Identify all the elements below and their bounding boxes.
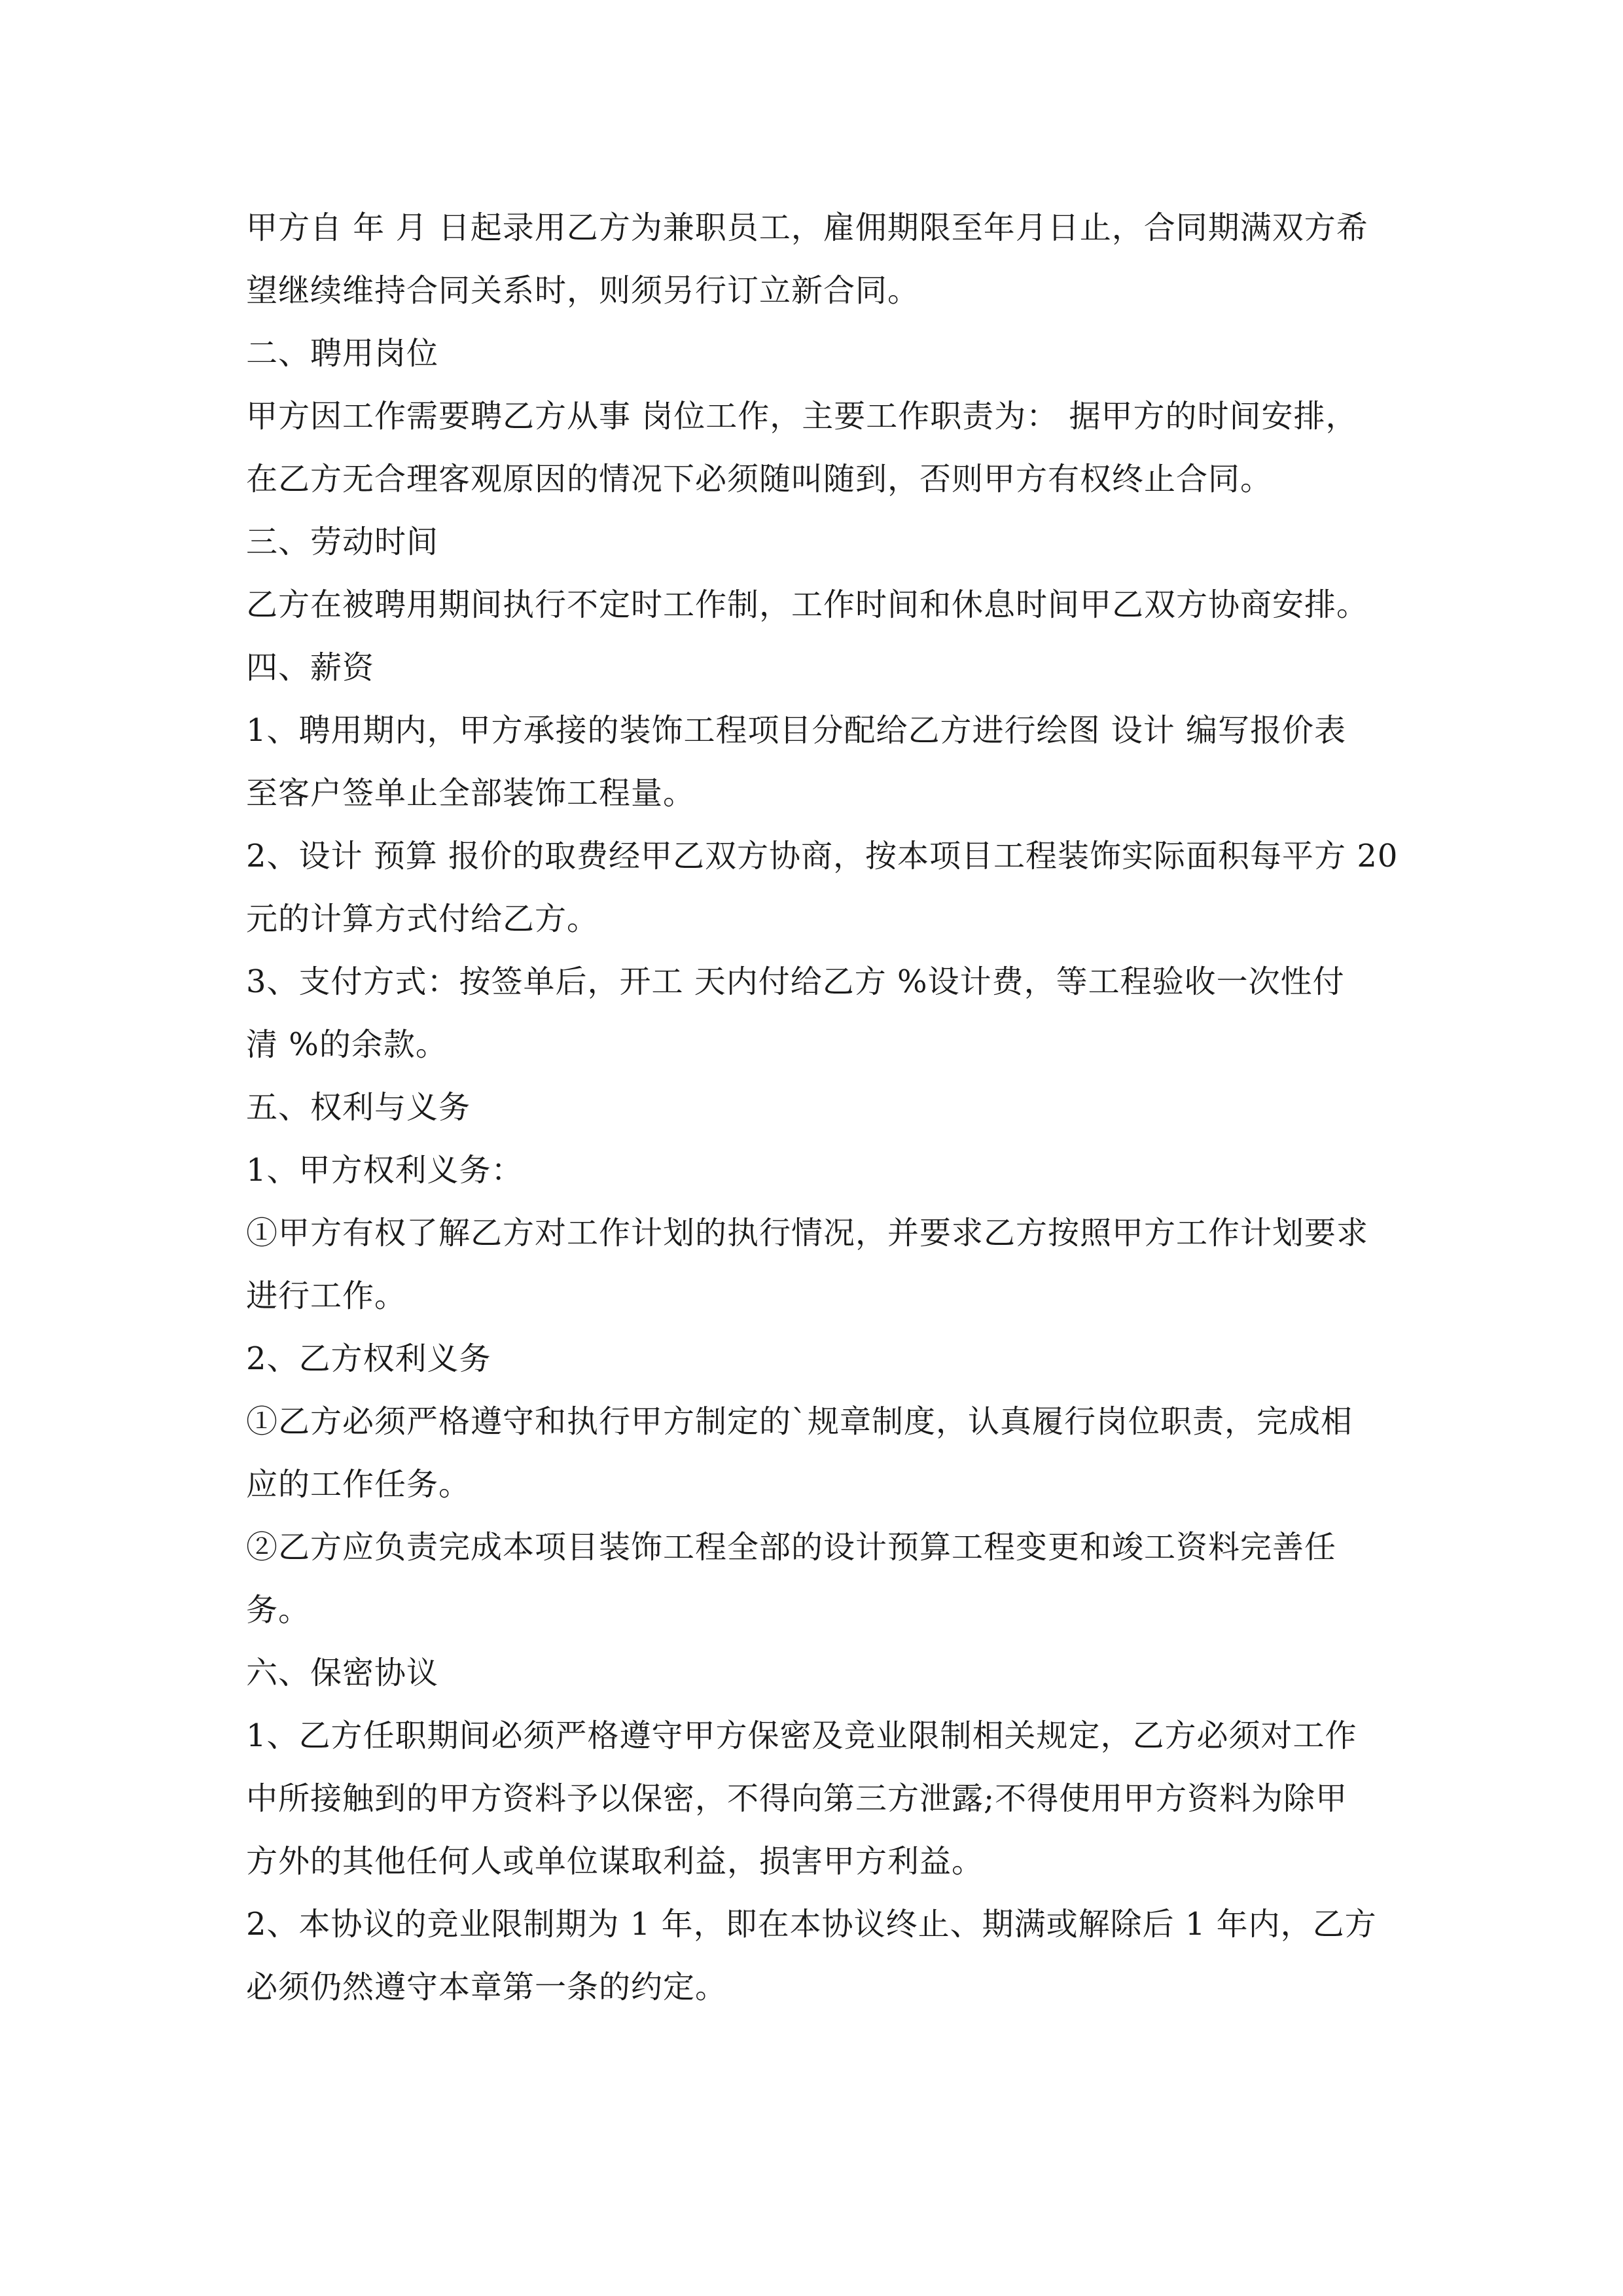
document-body [246,196,1398,2018]
text-line: 至客户签单止全部装饰工程量。 [246,775,696,812]
text-line: ②乙方应负责完成本项目装饰工程全部的设计预算工程变更和竣工资料完善任 [246,1529,1337,1566]
text-line: 1、乙方任职期间必须严格遵守甲方保密及竞业限制相关规定，乙方必须对工作 [246,1717,1357,1754]
text-line: 2、设计 预算 报价的取费经甲乙双方协商，按本项目工程装饰实际面积每平方 20 [246,838,1398,874]
section-heading: 四、薪资 [246,649,375,686]
text-line: 清 %的余款。 [246,1026,448,1063]
text-line: 望继续维持合同关系时，则须另行订立新合同。 [246,272,920,309]
text-line: 应的工作任务。 [246,1466,471,1503]
text-line: 在乙方无合理客观原因的情况下必须随叫随到，否则甲方有权终止合同。 [246,461,1273,497]
text-line: 2、乙方权利义务 [246,1340,491,1377]
text-line: 甲方因工作需要聘乙方从事 岗位工作，主要工作职责为： 据甲方的时间安排， [246,398,1358,435]
text-line: 乙方在被聘用期间执行不定时工作制，工作时间和休息时间甲乙双方协商安排。 [246,586,1369,623]
section-heading: 三、劳动时间 [246,524,439,560]
text-line: 1、甲方权利义务： [246,1152,524,1189]
text-line: 元的计算方式付给乙方。 [246,901,599,937]
text-line: 甲方自 年 月 日起录用乙方为兼职员工，雇佣期限至年月日止，合同期满双方希 [246,209,1368,246]
section-heading: 六、保密协议 [246,1655,439,1691]
text-line: ①乙方必须严格遵守和执行甲方制定的`规章制度，认真履行岗位职责，完成相 [246,1403,1353,1440]
text-line: 2、本协议的竞业限制期为 1 年，即在本协议终止、期满或解除后 1 年内，乙方 [246,1906,1377,1943]
text-line: 3、支付方式：按签单后，开工 天内付给乙方 %设计费，等工程验收一次性付 [246,963,1345,1000]
text-line: 必须仍然遵守本章第一条的约定。 [246,1969,728,2005]
text-line: 进行工作。 [246,1278,407,1314]
section-heading: 五、权利与义务 [246,1089,471,1126]
section-heading: 二、聘用岗位 [246,335,439,372]
text-line: 1、聘用期内，甲方承接的装饰工程项目分配给乙方进行绘图 设计 编写报价表 [246,712,1347,749]
text-line: 中所接触到的甲方资料予以保密，不得向第三方泄露;不得使用甲方资料为除甲 [246,1780,1348,1817]
text-line: 务。 [246,1592,311,1628]
text-line: 方外的其他任何人或单位谋取利益，损害甲方利益。 [246,1843,984,1880]
text-line: ①甲方有权了解乙方对工作计划的执行情况，并要求乙方按照甲方工作计划要求 [246,1215,1369,1251]
